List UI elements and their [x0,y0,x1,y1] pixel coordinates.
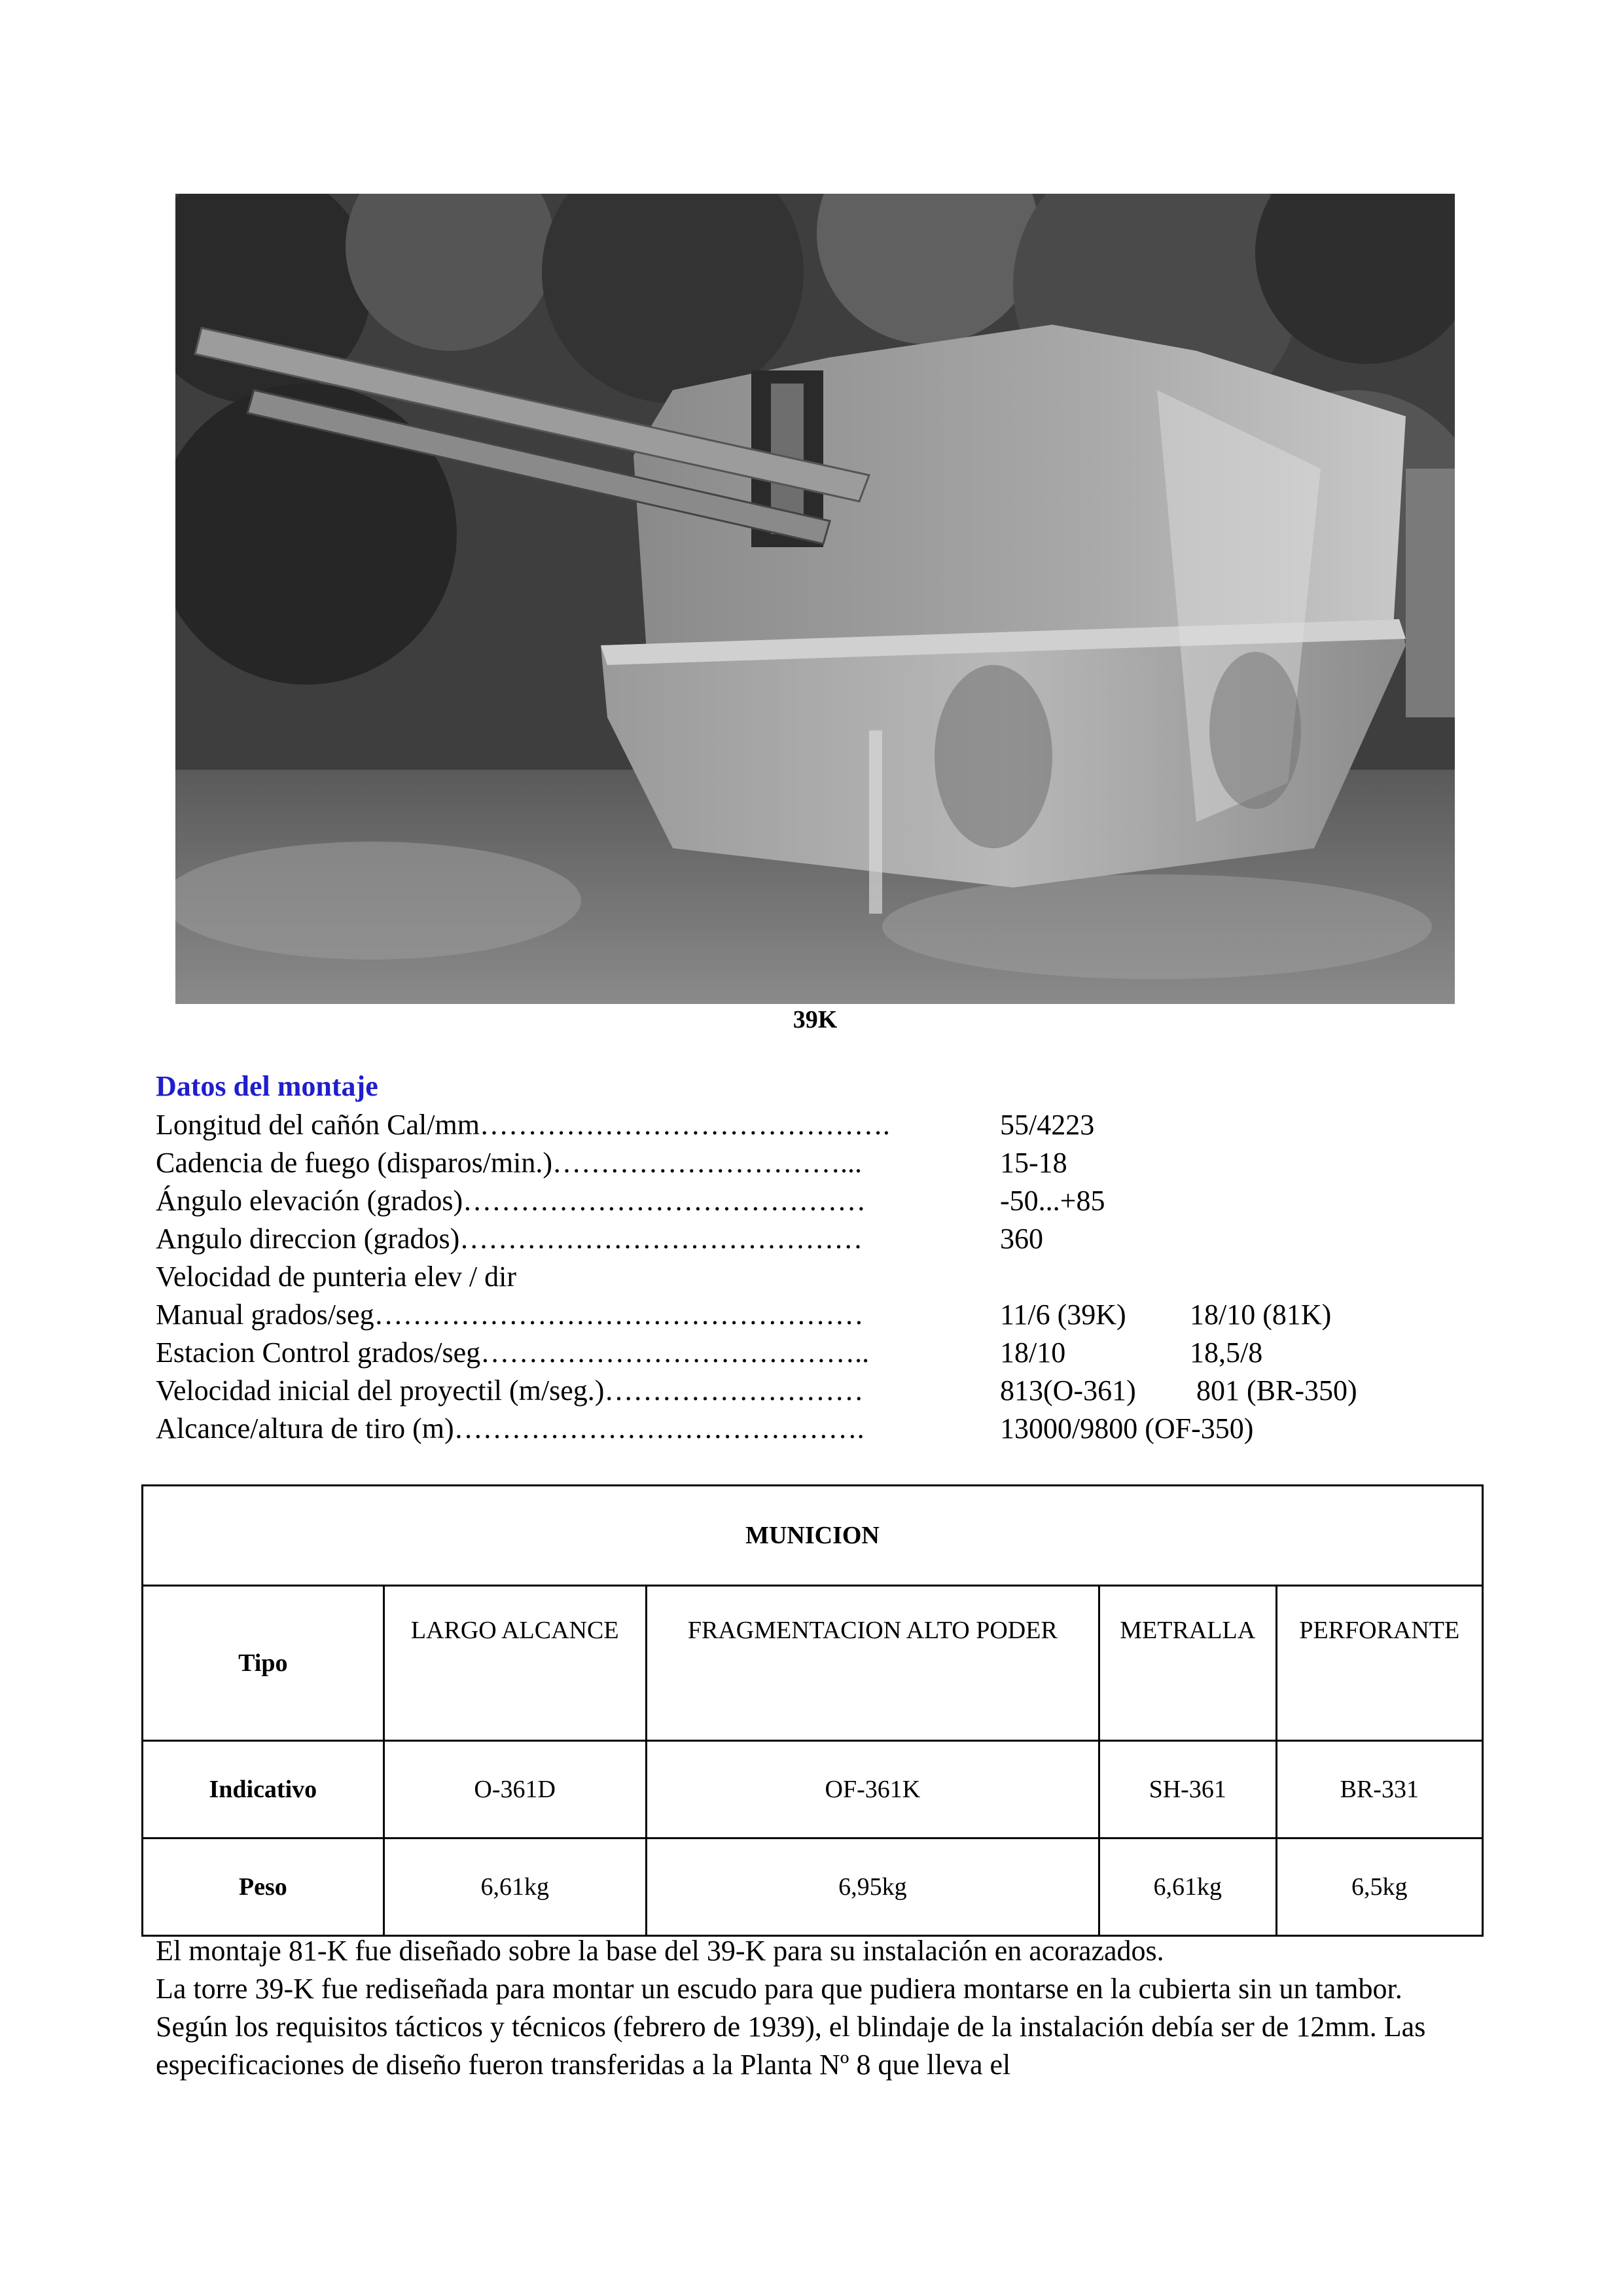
table-title: MUNICION [143,1486,1483,1586]
spec-value: 13000/9800 (OF-350) [1000,1412,1254,1444]
spec-value: 11/6 (39K) [1000,1299,1126,1331]
spec-value: 55/4223 [1000,1109,1095,1141]
table-cell: SH-361 [1099,1741,1276,1839]
table-cell: OF-361K [646,1741,1099,1839]
spec-label: Manual grados/seg…………………………………………… [156,1299,864,1331]
spec-value: 813(O-361) [1000,1374,1136,1407]
table-cell: METRALLA [1099,1586,1276,1741]
spec-value: 18/10 [1000,1336,1066,1369]
table-cell: O-361D [383,1741,646,1839]
spec-label: Ángulo elevación (grados)…………………………………… [156,1185,866,1217]
spec-value-secondary: 18,5/8 [1190,1336,1263,1369]
body-text [156,1932,1478,2084]
spec-label: Velocidad de punteria elev / dir [156,1261,517,1293]
table-cell: 6,61kg [383,1839,646,1936]
table-row [143,1586,1483,1741]
figure-caption: 39K [793,1006,838,1033]
table-cell: FRAGMENTACION ALTO PODER [646,1586,1099,1741]
table-cell: 6,5kg [1276,1839,1482,1936]
row-header-indicativo: Indicativo [143,1741,384,1839]
ammunition-table [141,1484,1484,1937]
paragraph: La torre 39-K fue rediseñada para montar un escudo para que pudiera montarse en la cubierta sin un tambor. Según los requisitos tácticos y técnicos (febrero de 1939), el blindaje de la instalación debía ser de 12mm. Las especificaciones de diseño fueron transferidas a la Planta Nº 8 que lleva el [156,1973,1426,2081]
table-cell: BR-331 [1276,1741,1482,1839]
table-row [143,1741,1483,1839]
spec-value-secondary: 18/10 (81K) [1190,1299,1332,1331]
table-cell: 6,61kg [1099,1839,1276,1936]
spec-label: Cadencia de fuego (disparos/min.)…………………………... [156,1147,863,1179]
spec-label: Longitud del cañón Cal/mm……………………………………. [156,1109,890,1141]
table-row [143,1839,1483,1936]
section-heading: Datos del montaje [156,1070,378,1102]
table-cell: PERFORANTE [1276,1586,1482,1741]
spec-value-secondary: 801 (BR-350) [1196,1374,1357,1407]
table-cell: 6,95kg [646,1839,1099,1936]
row-header-peso: Peso [143,1839,384,1936]
spec-label: Estacion Control grados/seg………………………………….. [156,1336,870,1369]
spec-value: 360 [1000,1223,1043,1255]
spec-value: 15-18 [1000,1147,1067,1179]
table-cell: LARGO ALCANCE [383,1586,646,1741]
spec-label: Velocidad inicial del proyectil (m/seg.)……………………… [156,1374,864,1407]
gun-turret-photo [175,194,1455,1004]
spec-label: Angulo direccion (grados)…………………………………… [156,1223,863,1255]
spec-value: -50...+85 [1000,1185,1105,1217]
row-header-tipo: Tipo [143,1586,384,1741]
paragraph: El montaje 81-K fue diseñado sobre la base del 39-K para su instalación en acorazados. [156,1935,1164,1967]
spec-label: Alcance/altura de tiro (m)……………………………………. [156,1412,865,1444]
